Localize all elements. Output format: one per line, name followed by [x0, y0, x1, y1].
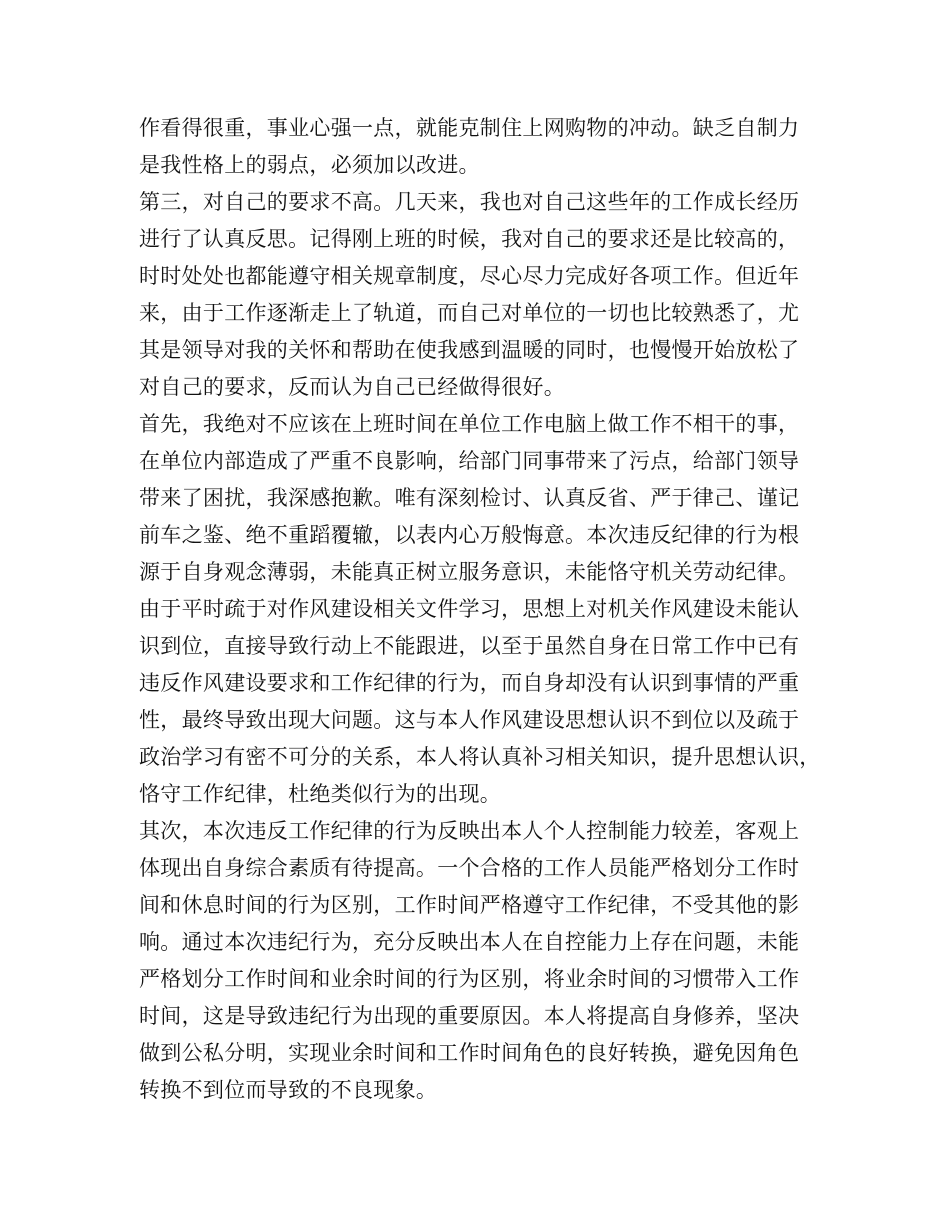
- text-line: 间和休息时间的行为区别，工作时间严格遵守工作纪律，不受其他的影: [139, 893, 800, 917]
- text-line: 违反作风建设要求和工作纪律的行为，而自身却没有认识到事情的严重: [139, 671, 800, 695]
- text-line: 进行了认真反思。记得刚上班的时候，我对自己的要求还是比较高的，: [139, 227, 800, 251]
- text-line: 体现出自身综合素质有待提高。一个合格的工作人员能严格划分工作时: [139, 856, 800, 880]
- text-line: 首先，我绝对不应该在上班时间在单位工作电脑上做工作不相干的事，: [139, 412, 800, 436]
- text-line: 对自己的要求，反而认为自己已经做得很好。: [139, 375, 565, 399]
- text-line: 做到公私分明，实现业余时间和工作时间角色的良好转换，避免因角色: [139, 1041, 800, 1065]
- text-line: 严格划分工作时间和业余时间的行为区别，将业余时间的习惯带入工作: [139, 967, 800, 991]
- text-line: 源于自身观念薄弱，未能真正树立服务意识，未能恪守机关劳动纪律。: [139, 560, 800, 584]
- text-line: 转换不到位而导致的不良现象。: [139, 1078, 438, 1102]
- text-line: 是我性格上的弱点，必须加以改进。: [139, 153, 480, 177]
- text-line: 识到位，直接导致行动上不能跟进，以至于虽然自身在日常工作中已有: [139, 634, 800, 658]
- text-line: 时间，这是导致违纪行为出现的重要原因。本人将提高自身修养，坚决: [139, 1004, 800, 1028]
- text-line: 时时处处也都能遵守相关规章制度，尽心尽力完成好各项工作。但近年: [139, 264, 800, 288]
- text-line: 来，由于工作逐渐走上了轨道，而自己对单位的一切也比较熟悉了，尤: [139, 301, 800, 325]
- text-line: 由于平时疏于对作风建设相关文件学习，思想上对机关作风建设未能认: [139, 597, 800, 621]
- text-line: 作看得很重，事业心强一点，就能克制住上网购物的冲动。缺乏自制力: [139, 116, 800, 140]
- document-body: [139, 110, 829, 1109]
- text-line: 性，最终导致出现大问题。这与本人作风建设思想认识不到位以及疏于: [139, 708, 800, 732]
- text-line: 响。通过本次违纪行为，充分反映出本人在自控能力上存在问题，未能: [139, 930, 800, 954]
- text-line: 政治学习有密不可分的关系，本人将认真补习相关知识，提升思想认识，: [139, 745, 821, 769]
- text-line: 其次，本次违反工作纪律的行为反映出本人个人控制能力较差，客观上: [139, 819, 800, 843]
- text-line: 前车之鉴、绝不重蹈覆辙，以表内心万般悔意。本次违反纪律的行为根: [139, 523, 800, 547]
- text-line: 恪守工作纪律，杜绝类似行为的出现。: [139, 782, 502, 806]
- text-line: 第三，对自己的要求不高。几天来，我也对自己这些年的工作成长经历: [139, 190, 800, 214]
- text-line: 其是领导对我的关怀和帮助在使我感到温暖的同时，也慢慢开始放松了: [139, 338, 800, 362]
- text-line: 在单位内部造成了严重不良影响，给部门同事带来了污点，给部门领导: [139, 449, 800, 473]
- text-line: 带来了困扰，我深感抱歉。唯有深刻检讨、认真反省、严于律己、谨记: [139, 486, 800, 510]
